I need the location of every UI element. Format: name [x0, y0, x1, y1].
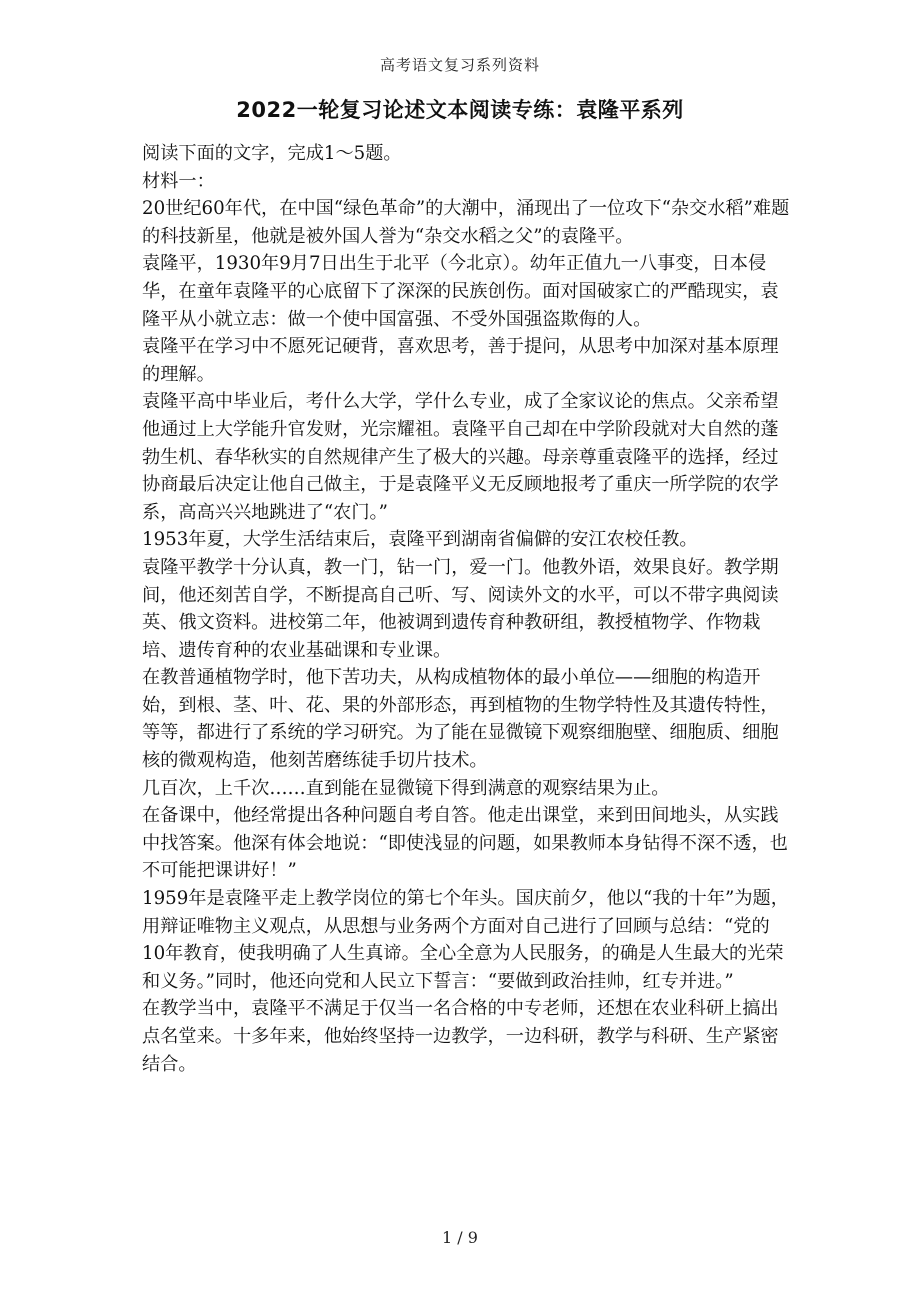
- article-body: [142, 140, 792, 1078]
- page-number: 1 / 9: [442, 1228, 478, 1247]
- paragraph-10: 1959年是袁隆平走上教学岗位的第七个年头。国庆前夕，他以“我的十年”为题，用辩证唯物主义观点，从思想与业务两个方面对自己进行了回顾与总结：“党的10年教育，使我明确了人生真谛。全心全意为人民服务，的确是人生最大的光荣和义务。”同时，他还向党和人民立下誓言：“要做到政治挂帅，红专并进。”: [142, 888, 789, 992]
- reading-instruction: 阅读下面的文字，完成1～5题。: [142, 143, 402, 164]
- material-label: 材料一：: [142, 170, 215, 192]
- paragraph-6: 袁隆平教学十分认真，教一门，钻一门，爱一门。他教外语，效果良好。教学期间，他还刻苦自学，不断提高自己听、写、阅读外文的水平，可以不带字典阅读英、俄文资料。进校第二年，他被调到遗传育种教研组，教授植物学、作物栽培、遗传育种的农业基础课和专业课。: [142, 556, 779, 661]
- paragraph-9: 在备课中，他经常提出各种问题自考自答。他走出课堂，来到田间地头，从实践中找答案。他深有体会地说：“即使浅显的问题，如果教师本身钻得不深不透，也不可能把课讲好！”: [142, 805, 788, 882]
- paragraph-8: 几百次，上千次……直到能在显微镜下得到满意的观察结果为止。: [142, 777, 670, 799]
- paragraph-4: 袁隆平高中毕业后，考什么大学，学什么专业，成了全家议论的焦点。父亲希望他通过上大学能升官发财，光宗耀祖。袁隆平自己却在中学阶段就对大自然的蓬勃生机、春华秋实的自然规律产生了极大的兴趣。母亲尊重袁隆平的选择，经过协商最后决定让他自己做主，于是袁隆平义无反顾地报考了重庆一所学院的农学系，高高兴兴地跳进了“农门。”: [142, 391, 779, 523]
- running-header: 高考语文复习系列资料: [379, 56, 540, 74]
- paragraph-2: 袁隆平，1930年9月7日出生于北平（今北京）。幼年正值九一八事变，日本侵华，在童年袁隆平的心底留下了深深的民族创伤。面对国破家亡的严酷现实，袁隆平从小就立志：做一个使中国富强、不受外国强盗欺侮的人。: [142, 253, 779, 330]
- paragraph-3: 袁隆平在学习中不愿死记硬背，喜欢思考，善于提问，从思考中加深对基本原理的理解。: [142, 336, 779, 385]
- paragraph-7: 在教普通植物学时，他下苦功夫，从构成植物体的最小单位——细胞的构造开始，到根、茎、叶、花、果的外部形态，再到植物的生物学特性及其遗传特性，等等，都进行了系统的学习研究。为了能在显微镜下观察细胞壁、细胞质、细胞核的微观构造，他刻苦磨练徒手切片技术。: [142, 667, 779, 772]
- paragraph-11: 在教学当中，袁隆平不满足于仅当一名合格的中专老师，还想在农业科研上搞出点名堂来。十多年来，他始终坚持一边教学，一边科研，教学与科研、生产紧密结合。: [142, 998, 779, 1075]
- paragraph-1: 20世纪60年代，在中国“绿色革命”的大潮中，涌现出了一位攻下“杂交水稻”难题的科技新星，他就是被外国人誉为“杂交水稻之父”的袁隆平。: [142, 198, 790, 247]
- document-title: 2022一轮复习论述文本阅读专练：袁隆平系列: [236, 98, 684, 122]
- paragraph-5: 1953年夏，大学生活结束后，袁隆平到湖南省偏僻的安江农校任教。: [142, 529, 698, 551]
